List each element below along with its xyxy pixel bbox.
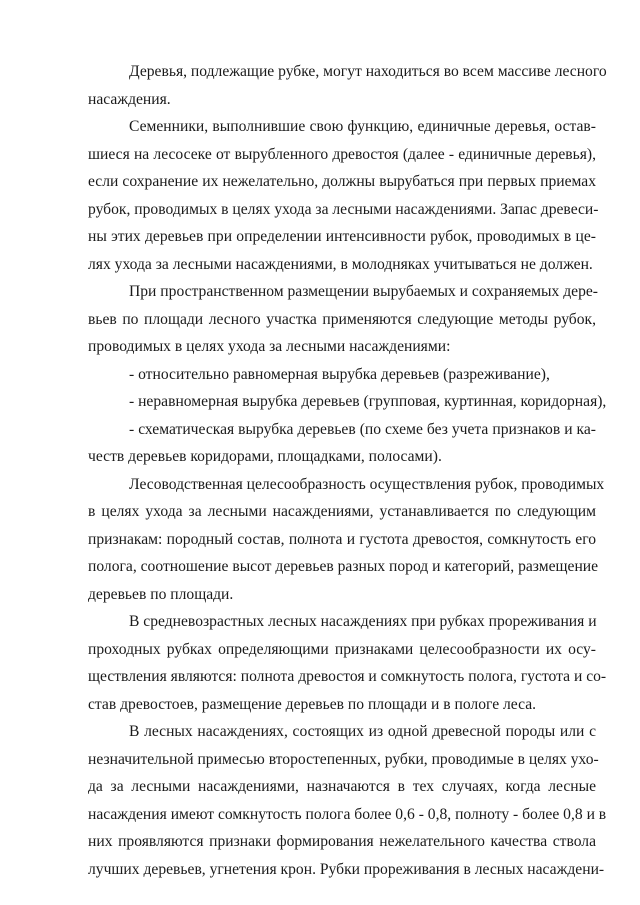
text-line: став древостоев, размещение деревьев по площади и в пологе леса.	[88, 695, 537, 713]
text-line: признакам: породный состав, полнота и густота древостоя, сомкнутость его	[88, 530, 596, 548]
text-line: насаждения.	[88, 90, 171, 108]
text-line: - схематическая вырубка деревьев (по схеме без учета признаков и ка-	[129, 420, 596, 438]
text-line: Деревья, подлежащие рубке, могут находиться во всем массиве лесного	[129, 63, 607, 80]
paragraph-5	[88, 608, 607, 718]
text-line: лучших деревьев, угнетения крон. Рубки прореживания в лесных насаждени-	[88, 860, 605, 878]
paragraph-6	[88, 718, 607, 883]
text-line: - неравномерная вырубка деревьев (групповая, куртинная, коридорная),	[129, 393, 607, 410]
text-line: шиеся на лесосеке от вырубленного древостоя (далее - единичные деревья),	[88, 145, 596, 163]
text-line: В лесных насаждениях, состоящих из одной древесной породы или с	[129, 723, 596, 740]
text-line: вьев по площади лесного участка применяются следующие методы рубок,	[88, 310, 596, 328]
paragraph-2	[88, 113, 599, 278]
paragraph-4	[88, 471, 605, 609]
list-item-uniform	[88, 361, 596, 389]
text-line: насаждения имеют сомкнутость полога более 0,6 - 0,8, полноту - более 0,8 и в	[88, 805, 607, 823]
text-line: - относительно равномерная вырубка деревьев (разреживание),	[129, 365, 550, 383]
list-item-uneven	[88, 388, 607, 416]
text-line: В средневозрастных лесных насаждениях при рубках прореживания и	[129, 613, 597, 630]
paragraph-1	[88, 58, 607, 113]
text-line: проводимых в целях ухода за лесными насаждениями:	[88, 338, 451, 355]
text-line: лях ухода за лесными насаждениями, в молодняках учитываться не должен.	[88, 255, 593, 273]
text-line: При пространственном размещении вырубаемых и сохраняемых дере-	[129, 283, 598, 300]
text-line: них проявляются признаки формирования нежелательного качества ствола	[88, 833, 596, 850]
text-line: рубок, проводимых в целях ухода за лесными насаждениями. Запас древеси-	[88, 200, 599, 218]
text-line: в целях ухода за лесными насаждениями, устанавливается по следующим	[88, 503, 596, 520]
list-item-schematic	[88, 416, 596, 471]
text-line: Лесоводственная целесообразность осуществления рубок, проводимых	[129, 475, 605, 493]
text-line: ществления являются: полнота древостоя и сомкнутость полога, густота и со-	[88, 668, 607, 685]
text-line: незначительной примесью второстепенных, рубки, проводимые в целях ухо-	[88, 750, 599, 768]
text-line: да за лесными насаждениями, назначаются в тех случаях, когда лесные	[88, 778, 596, 795]
paragraph-3	[88, 278, 596, 361]
text-line: ны этих деревьев при определении интенсивности рубок, проводимых в це-	[88, 228, 596, 245]
text-line: проходных рубках определяющими признаками целесообразности их осу-	[88, 640, 596, 658]
text-line: деревьев по площади.	[88, 585, 234, 603]
text-line: честв деревьев коридорами, площадками, полосами).	[88, 448, 442, 465]
document-page	[88, 58, 607, 883]
text-line: если сохранение их нежелательно, должны вырубаться при первых приемах	[88, 173, 596, 190]
text-line: Семенники, выполнившие свою функцию, единичные деревья, остав-	[129, 118, 596, 135]
text-line: полога, соотношение высот деревьев разных пород и категорий, размещение	[88, 558, 599, 575]
